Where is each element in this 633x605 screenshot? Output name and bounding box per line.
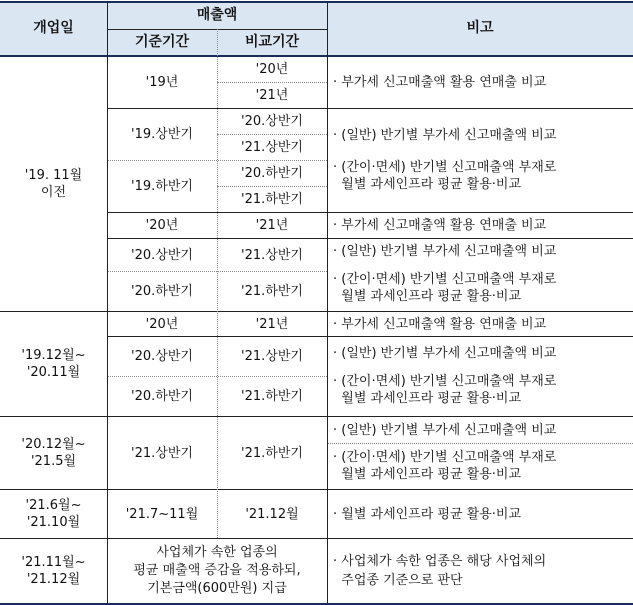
base-period-cell: '19.상반기 [131,127,193,142]
remark-simple-monthly: · (간이·면세) 반기별 신고매출액 부재로 월별 과세인프라 평균 활용·비교 [333,450,557,482]
open-date-1: '19. 11월 이전 [24,167,83,200]
remark-industry: · 사업체가 속한 업종은 해당 사업체의 주업종 기준으로 판단 [333,554,547,588]
compare-period-cell: '21.하반기 [241,192,303,207]
base-period-cell: '21.7~11월 [125,506,199,522]
base-period-cell: '19년 [145,74,179,90]
compare-period-cell: '21년 [255,316,289,332]
compare-period-cell: '21.하반기 [241,284,303,299]
base-period-cell: '20년 [145,218,179,233]
compare-period-cell: '20.하반기 [241,166,303,181]
compare-period-cell: '21년 [255,88,289,103]
remark-monthly-only: · 월별 과세인프라 평균 활용·비교 [333,506,522,522]
compare-period-cell: '21.상반기 [241,140,303,155]
compare-period-cell: '20.상반기 [241,114,303,129]
remark-simple-monthly: · (간이·면세) 반기별 신고매출액 부재로 월별 과세인프라 평균 활용·비교 [333,272,557,304]
open-date-5: '21.11월~ '21.12월 [21,555,86,587]
compare-period-cell: '21.하반기 [241,445,303,461]
header-remarks: 비고 [466,20,494,36]
base-period-cell: '20.상반기 [131,349,193,364]
compare-period-cell: '21.12월 [245,506,299,522]
base-period-cell: '21.상반기 [131,445,193,461]
remark-general-half: · (일반) 반기별 부가세 신고매출액 비교 [333,243,557,259]
remark-annual: · 부가세 신고매출액 활용 연매출 비교 [333,316,547,332]
base-period-cell: '19.하반기 [131,179,193,194]
header-open-date: 개업일 [33,20,74,36]
remark-general-half: · (일반) 반기별 부가세 신고매출액 비교 [333,422,557,438]
open-date-4: '21.6월~ '21.10월 [25,498,82,530]
base-period-cell: '20년 [145,316,179,332]
divider [327,443,633,444]
compare-period-cell: '21.상반기 [241,247,303,263]
remark-annual: · 부가세 신고매출액 활용 연매출 비교 [333,218,547,233]
header-compare-period: 비교기간 [244,33,300,50]
compare-period-cell: '21.하반기 [241,389,303,404]
compare-period-cell: '21년 [255,218,289,233]
compare-period-cell: '20년 [255,61,289,77]
remark-simple-monthly: · (간이·면세) 반기별 신고매출액 부재로 월별 과세인프라 평균 활용·비교 [333,160,557,192]
remark-annual: · 부가세 신고매출액 활용 연매출 비교 [333,74,547,90]
compare-period-cell: '21.상반기 [241,349,303,364]
base-period-cell: '20.하반기 [131,389,193,404]
base-period-cell: '20.하반기 [131,284,193,299]
base-period-cell: '20.상반기 [131,247,193,263]
open-date-2: '19.12월~ '20.11월 [21,348,86,380]
open-date-3: '20.12월~ '21.5월 [21,437,86,469]
header-base-period: 기준기간 [134,33,190,50]
top-border [0,1,633,3]
header-sales: 매출액 [196,7,238,23]
remark-general-half: · (일반) 반기별 부가세 신고매출액 비교 [333,127,557,143]
merged-sales-cell: 사업체가 속한 업종의 평균 매출액 증감을 적용하되, 기본금액(600만원) 지급 [133,545,301,596]
remark-general-half: · (일반) 반기별 부가세 신고매출액 비교 [333,345,557,361]
remark-simple-monthly: · (간이·면세) 반기별 신고매출액 부재로 월별 과세인프라 평균 활용·비교 [333,374,557,406]
